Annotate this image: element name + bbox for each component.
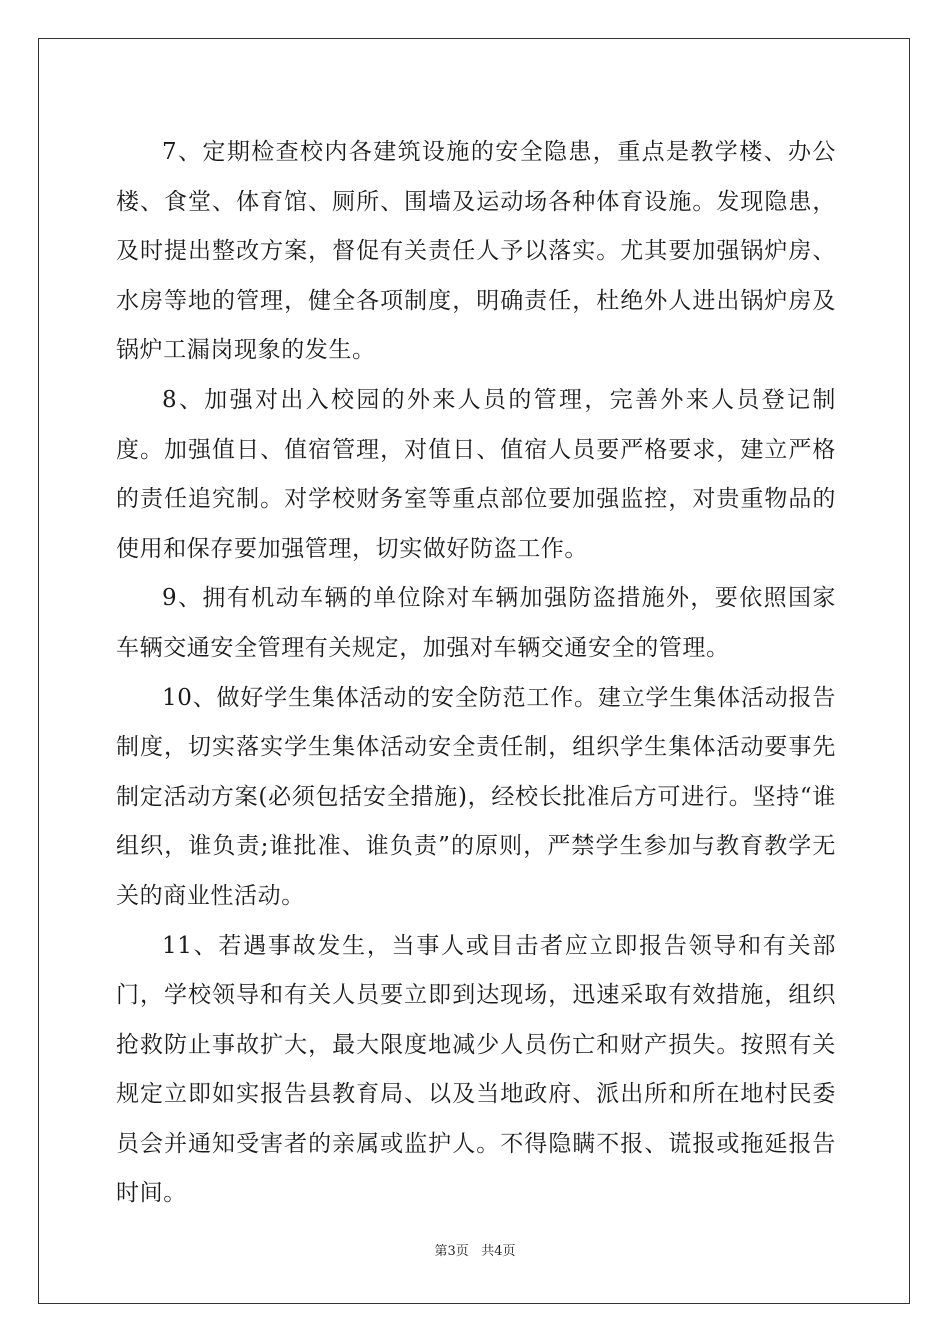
page-total: 共4页	[481, 1244, 516, 1259]
paragraph-9: 9、拥有机动车辆的单位除对车辆加强防盗措施外，要依照国家车辆交通安全管理有关规定，加强对车辆交通安全的管理。	[116, 585, 836, 661]
document-body	[116, 128, 836, 1219]
page-number: 第3页	[434, 1244, 469, 1259]
paragraph-7: 7、定期检查校内各建筑设施的安全隐患，重点是教学楼、办公楼、食堂、体育馆、厕所、围墙及运动场各种体育设施。发现隐患，及时提出整改方案，督促有关责任人予以落实。尤其要加强锅炉房、水房等地的管理，健全各项制度，明确责任，杜绝外人进出锅炉房及锅炉工漏岗现象的发生。	[116, 139, 836, 364]
page-footer	[0, 1244, 950, 1260]
paragraph-10: 10、做好学生集体活动的安全防范工作。建立学生集体活动报告制度，切实落实学生集体活动安全责任制，组织学生集体活动要事先制定活动方案(必须包括安全措施)，经校长批准后方可进行。坚持“谁组织，谁负责;谁批准、谁负责”的原则，严禁学生参加与教育教学无关的商业性活动。	[116, 684, 836, 909]
paragraph-8: 8、加强对出入校园的外来人员的管理，完善外来人员登记制度。加强值日、值宿管理，对值日、值宿人员要严格要求，建立严格的责任追究制。对学校财务室等重点部位要加强监控，对贵重物品的使用和保存要加强管理，切实做好防盗工作。	[116, 386, 836, 562]
paragraph-11: 11、若遇事故发生，当事人或目击者应立即报告领导和有关部门，学校领导和有关人员要立即到达现场，迅速采取有效措施，组织抢救防止事故扩大，最大限度地减少人员伤亡和财产损失。按照有关规定立即如实报告县教育局、以及当地政府、派出所和所在地村民委员会并通知受害者的亲属或监护人。不得隐瞒不报、谎报或拖延报告时间。	[116, 932, 836, 1207]
